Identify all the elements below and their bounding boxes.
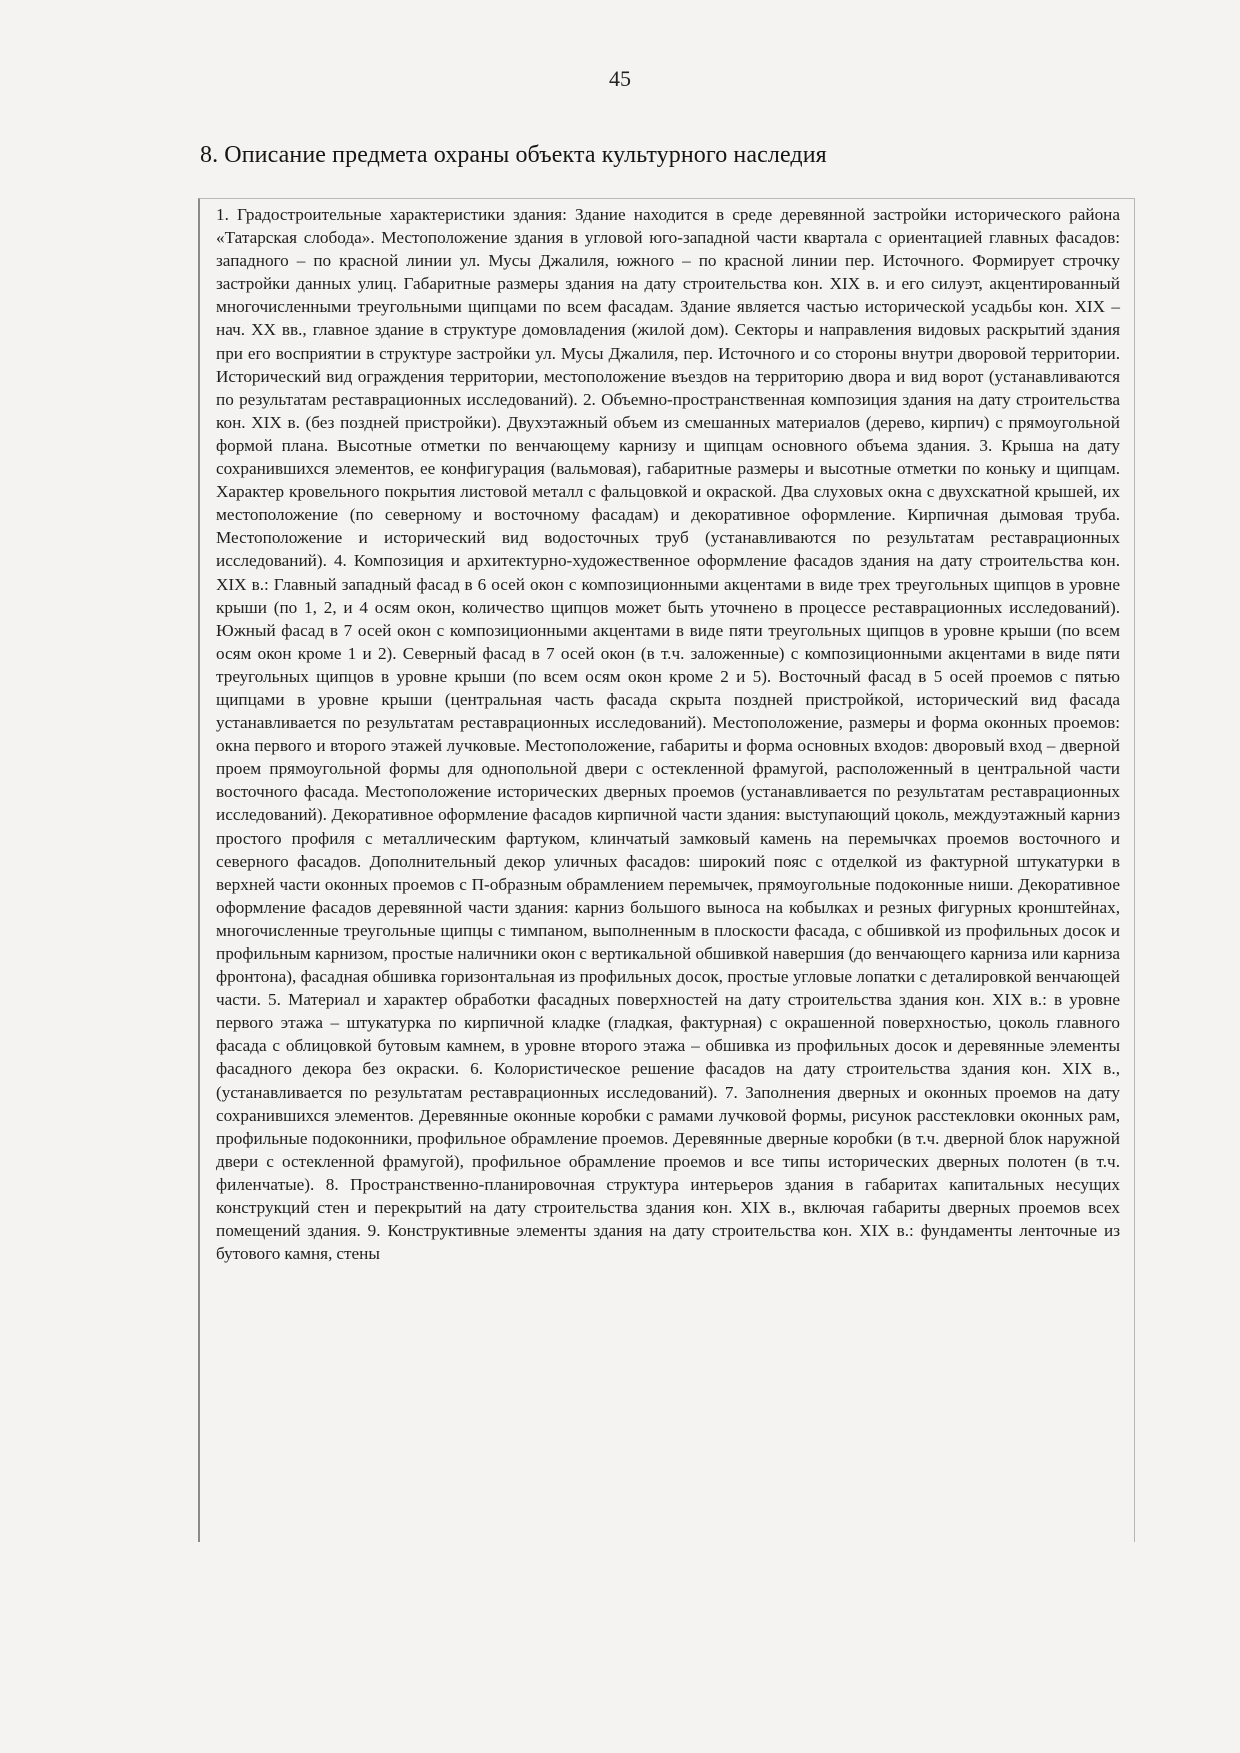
page-number: 45 [609, 66, 631, 91]
description-frame [198, 198, 1135, 1542]
section-heading: 8. Описание предмета охраны объекта культурного наследия [200, 142, 827, 168]
description-body: 1. Градостроительные характеристики здания: Здание находится в среде деревянной застройки исторического района «Татарская слобода». Местоположение здания в угловой юго-западной части квартала с ориентацией главных фасадов: западного – по красной линии ул. Мусы Джалиля, южного – по красной линии пер. Источного. Формирует строчку застройки данных улиц. Габаритные размеры здания на дату строительства кон. XIX в. и его силуэт, акцентированный многочисленными треугольными щипцами по всем фасадам. Здание является частью исторической усадьбы кон. XIX – нач. XX вв., главное здание в структуре домовладения (жилой дом). Секторы и направления видовых раскрытий здания при его восприятии в структуре застройки ул. Мусы Джалиля, пер. Источного и со стороны внутри дворовой территории. Исторический вид ограждения территории, местоположение въездов на территорию двора и вид ворот (устанавливаются по результатам реставрационных исследований). 2. Объемно-пространственная композиция здания на дату строительства кон. XIX в. (без поздней пристройки). Двухэтажный объем из смешанных материалов (дерево, кирпич) с прямоугольной формой плана. Высотные отметки по венчающему карнизу и щипцам основного объема здания. 3. Крыша на дату сохранившихся элементов, ее конфигурация (вальмовая), габаритные размеры и высотные отметки по коньку и щипцам. Характер кровельного покрытия листовой металл с фальцовкой и окраской. Два слуховых окна с двухскатной крышей, их местоположение (по северному и восточному фасадам) и декоративное оформление. Кирпичная дымовая труба. Местоположение и исторический вид водосточных труб (устанавливаются по результатам реставрационных исследований). 4. Композиция и архитектурно-художественное оформление фасадов здания на дату строительства кон. XIX в.: Главный западный фасад в 6 осей окон с композиционными акцентами в виде трех треугольных щипцов в уровне крыши (по 1, 2, и 4 осям окон, количество щипцов может быть уточнено в процессе реставрационных исследований). Южный фасад в 7 осей окон с композиционными акцентами в виде пяти треугольных щипцов в уровне крыши (по всем осям окон кроме 1 и 2). Северный фасад в 7 осей окон (в т.ч. заложенные) с композиционными акцентами в виде пяти треугольных щипцов в уровне крыши (по всем осям окон кроме 2 и 5). Восточный фасад в 5 осей проемов с пятью щипцами в уровне крыши (центральная часть фасада скрыта поздней пристройкой, исторический вид фасада устанавливается по результатам реставрационных исследований). Местоположение, размеры и форма оконных проемов: окна первого и второго этажей лучковые. Местоположение, габариты и форма основных входов: дворовый вход – дверной проем прямоугольной формы для однопольной двери с остекленной фрамугой, расположенный в центральной части восточного фасада. Местоположение исторических дверных проемов (устанавливается по результатам реставрационных исследований). Декоративное оформление фасадов кирпичной части здания: выступающий цоколь, междуэтажный карниз простого профиля с металлическим фартуком, клинчатый замковый камень на перемычках проемов восточного и северного фасадов. Дополнительный декор уличных фасадов: широкий пояс с отделкой из фактурной штукатурки в верхней части оконных проемов с П-образным обрамлением перемычек, прямоугольные подоконные ниши. Декоративное оформление фасадов деревянной части здания: карниз большого выноса на кобылках и резных фигурных кронштейнах, многочисленные треугольные щипцы с тимпаном, выполненным в плоскости фасада, с обшивкой из профильных досок и профильным карнизом, простые наличники окон с вертикальной обшивкой навершия (до венчающего карниза или карниза фронтона), фасадная обшивка горизонтальная из профильных досок, простые угловые лопатки с деталировкой венчающей части. 5. Материал и характер обработки фасадных поверхностей на дату строительства здания кон. XIX в.: в уровне первого этажа – штукатурка по кирпичной кладке (гладкая, фактурная) с окрашенной поверхностью, цоколь главного фасада с облицовкой бутовым камнем, в уровне второго этажа – обшивка из профильных досок и деревянные элементы фасадного декора без окраски. 6. Колористическое решение фасадов на дату строительства здания кон. XIX в., (устанавливается по результатам реставрационных исследований). 7. Заполнения дверных и оконных проемов на дату сохранившихся элементов. Деревянные оконные коробки с рамами лучковой формы, рисунок расстекловки оконных рам, профильные подоконники, профильное обрамление проемов. Деревянные дверные коробки (в т.ч. дверной блок наружной двери с остекленной фрамугой), профильное обрамление проемов и все типы исторических дверных полотен (в т.ч. филенчатые). 8. Пространственно-планировочная структура интерьеров здания в габаритах капитальных несущих конструкций стен и перекрытий на дату строительства здания кон. XIX в., включая габариты дверных проемов всех помещений здания. 9. Конструктивные элементы здания на дату строительства кон. XIX в.: фундаменты ленточные из бутового камня, стены [216, 205, 1120, 1264]
